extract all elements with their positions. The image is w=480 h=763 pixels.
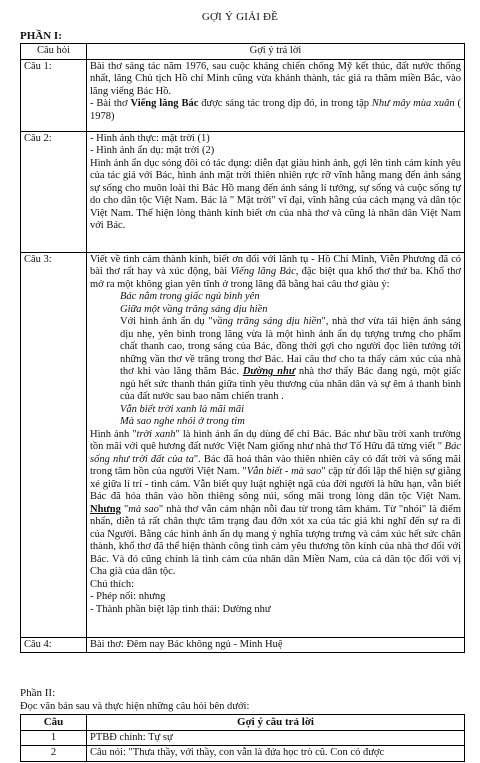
answer-paragraph bbox=[90, 98, 461, 123]
col-header-answer: Gợi ý câu trả lời bbox=[87, 715, 465, 731]
answer-line: - Hình ảnh thực: mặt trời (1) bbox=[90, 132, 210, 144]
text-run: mà sao bbox=[128, 503, 159, 515]
table-header-row bbox=[21, 715, 465, 731]
part1-table bbox=[20, 43, 465, 653]
text-run: - Bài thơ bbox=[90, 98, 131, 109]
part2-table bbox=[20, 714, 465, 762]
text-run: " là hình ảnh ẩn dụ dùng để chỉ Bác. Bác như bầu trời xanh trường tồn mãi với quê hương đất nước Việt Nam giống như nhà thơ Tố Hữu đã từng viết " bbox=[90, 428, 462, 452]
table-row bbox=[21, 59, 465, 131]
text-run: được sáng tác trong dịp đó, in trong tập bbox=[198, 98, 372, 109]
part1-heading: PHẦN I: bbox=[20, 30, 62, 42]
question-label: Câu 3: bbox=[21, 252, 87, 637]
text-run: Như mây mùa xuân bbox=[371, 98, 455, 109]
question-number: 2 bbox=[21, 746, 87, 762]
text-run: ". Bác đã hoá thân vào thiên nhiên cây cỏ đất trời và sống mãi trong tâm hồn của người Việt Nam. " bbox=[90, 453, 461, 477]
answer-cell bbox=[87, 59, 465, 131]
text-run: , đặc biệt qua khổ thơ thứ ba. Khổ thơ mở ra một không gian yên tĩnh ở trong lăng đã bằng hai câu thơ giàu ý: bbox=[90, 266, 461, 290]
text-run: Với hình ảnh ẩn dụ " bbox=[120, 316, 213, 327]
question-number: 1 bbox=[21, 730, 87, 746]
answer-cell bbox=[87, 131, 465, 252]
verse-line: Giữa một vầng trăng sáng dịu hiền bbox=[120, 303, 268, 315]
note-line: Chú thích: bbox=[90, 578, 135, 590]
note-line: - Phép nối: nhưng bbox=[90, 591, 166, 602]
text-run: " bbox=[120, 503, 129, 515]
answer-paragraph: Hình ảnh ẩn dục sóng đôi có tác dụng: diễn đạt giàu hình ảnh, gợi lên tình cảm kính yêu của tác giả với Bác, hình ảnh mặt trời thiên nhiên rực rỡ vĩnh hằng mang đến ánh sáng sự sống cho muôn loài thì Bác Hồ mang đến ánh sáng lí tưởng, sự sống và cuộc sống tự do cho dân tộc Việt Nam. Bác là " Mặt trời" vĩ đại, vĩnh hằng của cách mạng và dân tộc Việt Nam. Thể hiện lòng thành kính biết ơn của nhà thơ và cũng là nhân dân Việt Nam với Bác. bbox=[90, 157, 461, 231]
verse-line: Vẫn biết trời xanh là mãi mãi bbox=[120, 403, 245, 415]
answer-cell: Câu nói: "Thưa thầy, với thầy, con vẫn là đứa học trò cũ. Con có được bbox=[87, 746, 465, 762]
answer-paragraph bbox=[90, 254, 461, 292]
text-run: Bác sống như trời đất của ta bbox=[90, 441, 461, 465]
text-run: Dường như bbox=[242, 366, 296, 377]
text-run: Viết về tình cảm thành kính, biết ơn đối với lãnh tụ - Hồ Chí Minh, Viễn Phương đã có bài thơ rất hay và xúc động, bài bbox=[90, 253, 461, 277]
text-run: ( 1978) bbox=[90, 98, 461, 122]
table-row bbox=[21, 252, 465, 637]
question-label: Câu 1: bbox=[21, 59, 87, 131]
table-row bbox=[21, 637, 465, 653]
answer-cell: PTBĐ chính: Tự sự bbox=[87, 730, 465, 746]
text-run: nhà thơ thấy Bác đang ngủ, một giấc ngủ hết sức thanh thản giữa tình yêu thương của nhân dân và sự êm ả thanh bình của đất nước sau bao năm chiến tranh . bbox=[120, 366, 462, 402]
text-run: vầng trăng sáng dịu hiền bbox=[212, 316, 322, 327]
answer-paragraph bbox=[90, 316, 461, 404]
text-run: ", nhà thơ vừa tái hiện ánh sáng dịu nhẹ, yên bình trong lăng vừa là một hình ảnh ẩn dụ tượng trưng cho phẩm chất thanh cao, trong sáng của Bác, đồng thời gợi cho người đọc liên tưởng tới những vần thơ về trăng trong thơ Bác. Hai câu thơ cho ta thấy cảm xúc của nhà thơ khi vào lăng thăm Bác. bbox=[120, 316, 462, 377]
text-run: trời xanh bbox=[136, 428, 176, 440]
part2-heading: Phần II: bbox=[20, 687, 56, 699]
table-row bbox=[21, 131, 465, 252]
answer-cell bbox=[87, 252, 465, 637]
question-label: Câu 2: bbox=[21, 131, 87, 252]
text-run: " nhà thơ vẫn cảm nhận nỗi đau từ trong tâm khảm. Từ "nhói" là điểm nhấn, diễn tả rất chân thực tâm trạng đau đớn xót xa của tác giả khi nghĩ đến sự ra đi của Người. Bằng các hình ảnh ẩn dụ mang ý nghĩa tượng trưng và cảm xúc hết sức chân thành, khổ thơ đã thể hiện thành công tình cảm yêu thương tôn kính của nhà thơ đối với Bác. Và đó cũng chính là tình cảm của nhân dân Miền Nam, của cả dân tộc đối với vị Cha già của dân tộc. bbox=[90, 503, 462, 577]
note-line: - Thành phần biệt lập tình thái: Dường như bbox=[90, 603, 271, 615]
answer-line: - Hình ảnh ẩn dụ: mặt trời (2) bbox=[90, 145, 215, 156]
text-run: Vẫn biết - mà sao bbox=[246, 466, 322, 477]
page-title: GỢI Ý GIẢI ĐỀ bbox=[201, 11, 279, 23]
verse-line: Bác nằm trong giấc ngủ bình yên bbox=[120, 291, 260, 302]
verse-line: Mà sao nghe nhói ở trong tim bbox=[120, 416, 245, 427]
text-run: " cặp từ đối lập thể hiện sự giằng xé giữa lí trí - tình cảm. Vẫn biết quy luật nghiệt ngã của đời người là hữu hạn, vẫn biết Bác đã hóa thân vào hồn thiêng sông núi, sống mãi trong lòng dân tộc Việt Nam. bbox=[90, 466, 461, 502]
text-run: Hình ảnh " bbox=[90, 428, 137, 440]
answer-paragraph bbox=[90, 429, 461, 579]
table-row bbox=[21, 746, 465, 762]
answer-paragraph: Bài thơ sáng tác năm 1976, sau cuộc kháng chiến chống Mỹ kết thúc, đất nước thống nhất, lăng Chủ tịch Hồ chí Minh cũng vừa khánh thành, tác giả ra thăm miền Bắc, vào lăng viếng Bác Hồ. bbox=[90, 60, 461, 97]
col-header-question: Câu bbox=[21, 715, 87, 731]
col-header-question: Câu hỏi bbox=[21, 44, 87, 60]
text-run: Nhưng bbox=[90, 503, 121, 515]
table-row bbox=[21, 730, 465, 746]
col-header-answer: Gợi ý trả lời bbox=[87, 44, 465, 60]
part2-intro: Đọc văn bản sau và thực hiện những câu hỏi bên dưới: bbox=[20, 701, 250, 712]
question-label: Câu 4: bbox=[21, 637, 87, 653]
text-run: Viếng lăng Bác bbox=[230, 266, 296, 277]
table-header-row bbox=[21, 44, 465, 60]
answer-cell: Bài thơ: Đêm nay Bác không ngủ - Minh Huệ bbox=[87, 637, 465, 653]
text-run: Viếng lăng Bác bbox=[130, 98, 199, 109]
